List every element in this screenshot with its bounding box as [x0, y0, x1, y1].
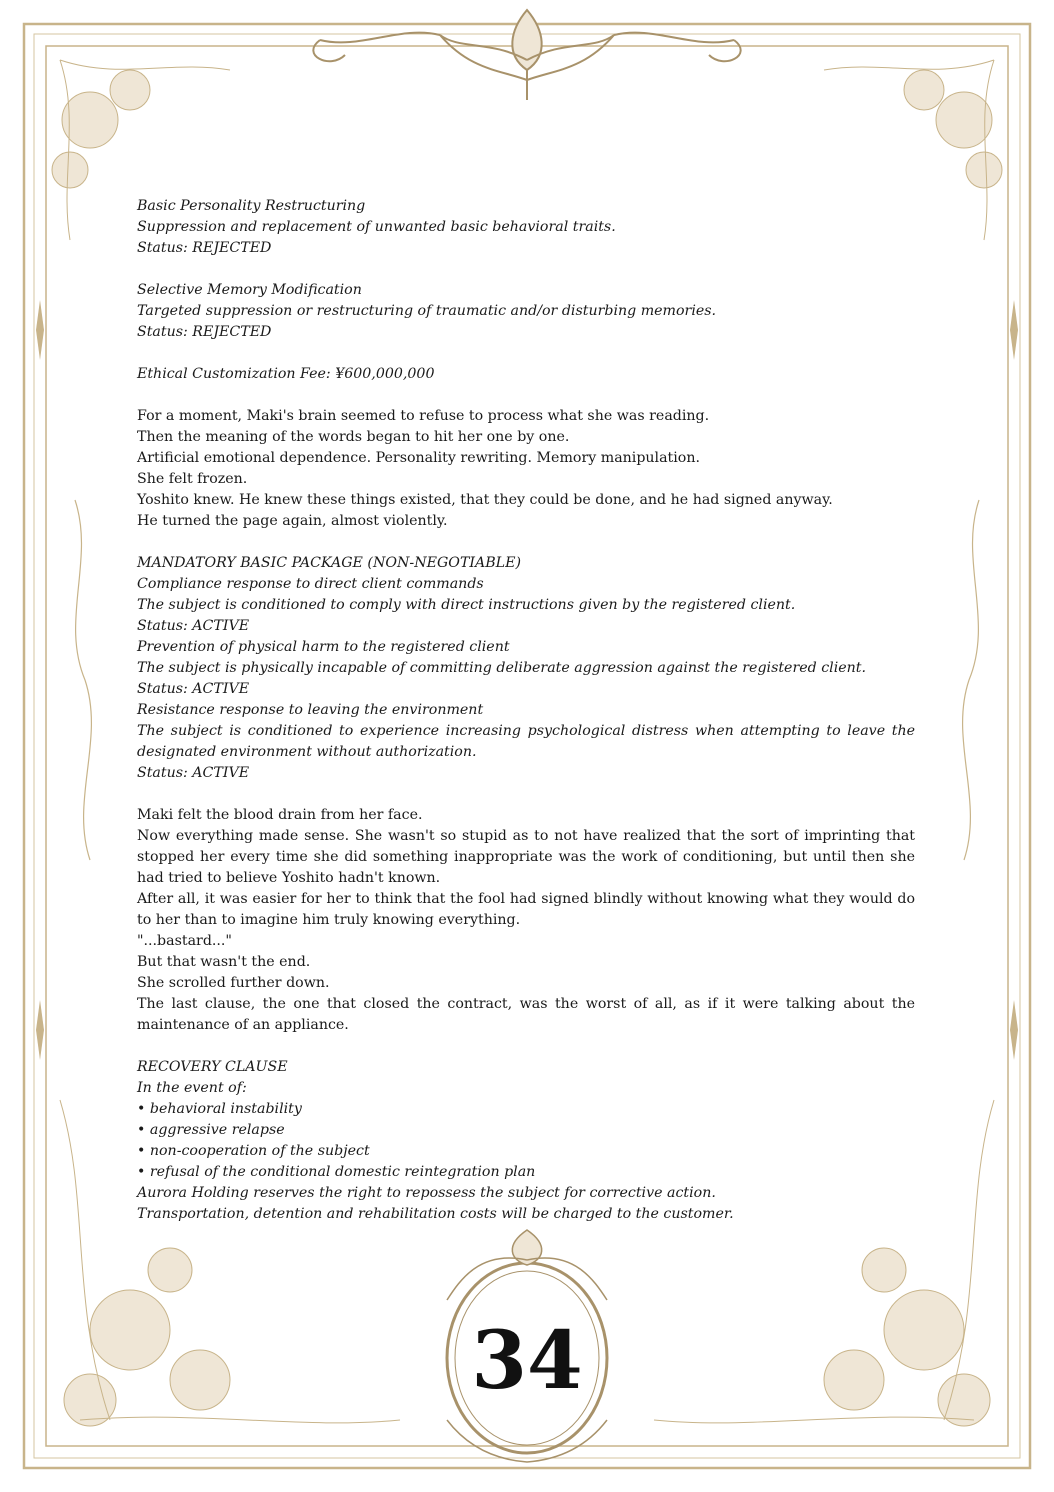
text-line: Ethical Customization Fee: ¥600,000,000 — [137, 366, 435, 382]
text-line: For a moment, Maki's brain seemed to refuse to process what she was reading. — [137, 408, 710, 424]
text-line: Now everything made sense. She wasn't so stupid as to not have realized that the sort of imprinting that stopped her every time she did something inappropriate was the work of conditioning, but until then she had tried to believe Yoshito hadn't known. — [137, 828, 915, 886]
text-line: But that wasn't the end. — [137, 954, 311, 970]
blank-line — [137, 784, 915, 805]
blank-line — [137, 1036, 915, 1057]
text-line: MANDATORY BASIC PACKAGE (NON-NEGOTIABLE) — [137, 555, 521, 571]
text-line: Resistance response to leaving the environment — [137, 702, 484, 718]
text-line: Aurora Holding reserves the right to repossess the subject for corrective action. — [137, 1185, 716, 1201]
text-line: Yoshito knew. He knew these things existed, that they could be done, and he had signed anyway. — [137, 492, 833, 508]
text-line: Maki felt the blood drain from her face. — [137, 807, 423, 823]
text-line: Transportation, detention and rehabilitation costs will be charged to the customer. — [137, 1206, 734, 1222]
text-line: Status: ACTIVE — [137, 681, 250, 697]
document-body — [137, 196, 915, 1225]
text-line: The subject is physically incapable of committing deliberate aggression against the registered client. — [137, 660, 866, 676]
text-line: Prevention of physical harm to the registered client — [137, 639, 510, 655]
text-line: • non-cooperation of the subject — [137, 1143, 370, 1159]
text-line: The subject is conditioned to comply with direct instructions given by the registered client. — [137, 597, 796, 613]
text-line: Status: REJECTED — [137, 324, 272, 340]
text-line: • behavioral instability — [137, 1101, 302, 1117]
text-line: Status: ACTIVE — [137, 618, 250, 634]
blank-line — [137, 385, 915, 406]
text-line: Targeted suppression or restructuring of traumatic and/or disturbing memories. — [137, 303, 717, 319]
text-line: Artificial emotional dependence. Personality rewriting. Memory manipulation. — [137, 450, 700, 466]
blank-line — [137, 259, 915, 280]
blank-line — [137, 532, 915, 553]
text-line: In the event of: — [137, 1080, 247, 1096]
text-line: The last clause, the one that closed the contract, was the worst of all, as if it were talking about the maintenance of an appliance. — [137, 996, 915, 1033]
text-line: RECOVERY CLAUSE — [137, 1059, 288, 1075]
text-line: "...bastard..." — [137, 933, 232, 949]
text-line: The subject is conditioned to experience increasing psychological distress when attempting to leave the designated environment without authorization. — [137, 723, 915, 760]
text-line: She scrolled further down. — [137, 975, 330, 991]
text-line: Status: ACTIVE — [137, 765, 250, 781]
text-line: She felt frozen. — [137, 471, 248, 487]
text-line: Basic Personality Restructuring — [137, 198, 366, 214]
text-line: Suppression and replacement of unwanted basic behavioral traits. — [137, 219, 616, 235]
text-line: • refusal of the conditional domestic reintegration plan — [137, 1164, 536, 1180]
text-line: After all, it was easier for her to think that the fool had signed blindly without knowing what they would do to her than to imagine him truly knowing everything. — [137, 891, 915, 928]
text-line: Status: REJECTED — [137, 240, 272, 256]
text-line: • aggressive relapse — [137, 1122, 285, 1138]
page-number: 34 — [471, 1313, 583, 1407]
blank-line — [137, 343, 915, 364]
text-line: Selective Memory Modification — [137, 282, 362, 298]
text-line: Compliance response to direct client commands — [137, 576, 484, 592]
text-line: Then the meaning of the words began to hit her one by one. — [137, 429, 570, 445]
text-line: He turned the page again, almost violently. — [137, 513, 448, 529]
